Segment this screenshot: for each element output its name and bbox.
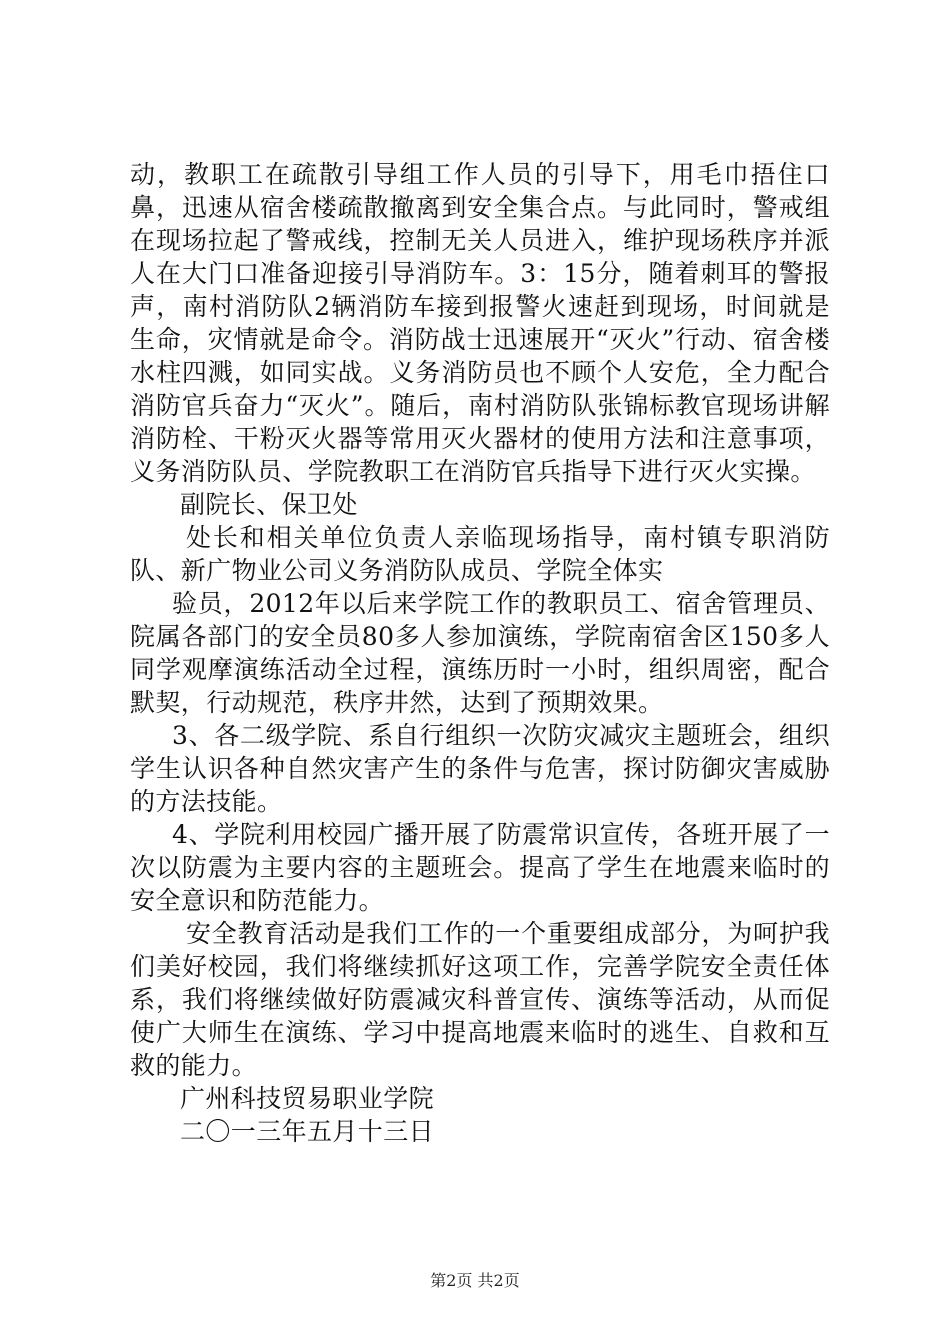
paragraph-participants: 验员，2012年以后来学院工作的教职员工、宿舍管理员、院属各部门的安全员80多人参加演练，学院南宿舍区150多人同学观摩演练活动全过程，演练历时一小时，组织周密，配合默契，行动规范，秩序井然，达到了预期效果。 [130,589,830,717]
paragraph-item-3: 3、各二级学院、系自行组织一次防灾减灾主题班会，组织学生认识各种自然灾害产生的条件与危害，探讨防御灾害威胁的方法技能。 [130,721,830,816]
paragraph-on-site-guidance: 处长和相关单位负责人亲临现场指导，南村镇专职消防队、新广物业公司义务消防队成员、学院全体实 [130,523,830,585]
paragraph-fire-drill: 动，教职工在疏散引导组工作人员的引导下，用毛巾捂住口鼻，迅速从宿舍楼疏散撤离到安全集合点。与此同时，警戒组在现场拉起了警戒线，控制无关人员进入，维护现场秩序并派人在大门口准备迎接引导消防车。3：15分，随着刺耳的警报声，南村消防队2辆消防车接到报警火速赶到现场，时间就是生命，灾情就是命令。消防战士迅速展开“灭火”行动、宿舍楼水柱四溅，如同实战。义务消防员也不顾个人安危，全力配合消防官兵奋力“灭火”。随后，南村消防队张锦标教官现场讲解消防栓、干粉灭火器等常用灭火器材的使用方法和注意事项，义务消防队员、学院教职工在消防官兵指导下进行灭火实操。 [130,160,830,486]
signature-date: 二〇一三年五月十三日 [180,1117,435,1146]
page-number-footer: 第2页 共2页 [430,1271,520,1290]
paragraph-item-4: 4、学院利用校园广播开展了防震常识宣传，各班开展了一次以防震为主要内容的主题班会。提高了学生在地震来临时的安全意识和防范能力。 [130,820,830,915]
document-body [130,158,830,1148]
signature-organization: 广州科技贸易职业学院 [180,1084,435,1113]
paragraph-conclusion: 安全教育活动是我们工作的一个重要组成部分，为呵护我们美好校园，我们将继续抓好这项工作，完善学院安全责任体系，我们将继续做好防震减灾科普宣传、演练等活动，从而促使广大师生在演练、学习中提高地震来临时的逃生、自救和互救的能力。 [130,919,830,1080]
paragraph-vice-president: 副院长、保卫处 [180,490,358,519]
